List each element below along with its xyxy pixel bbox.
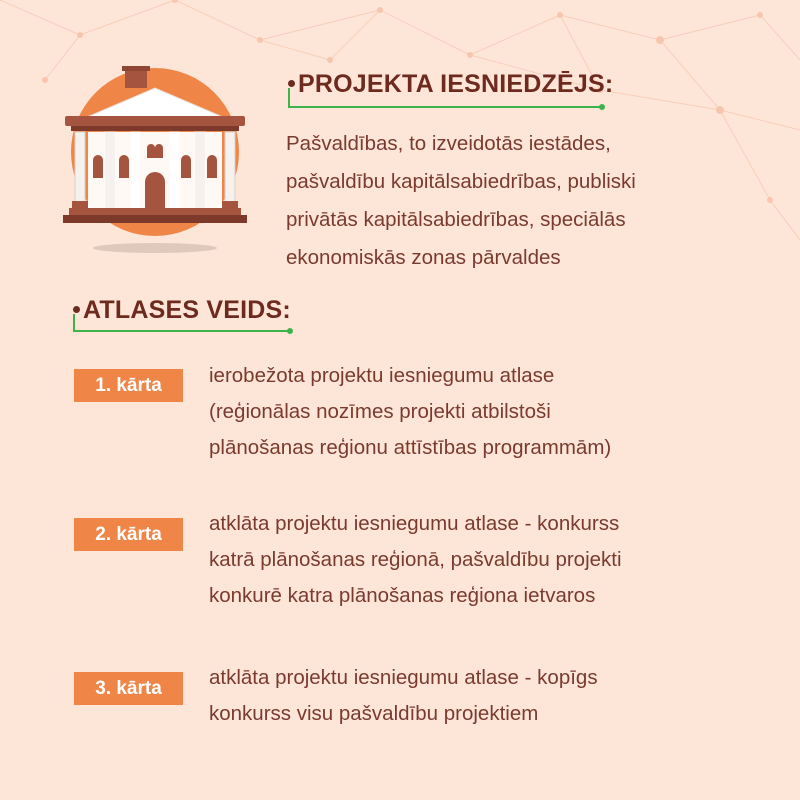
round-line: plānošanas reģionu attīstības programmām) <box>209 436 612 459</box>
submitter-heading-text: PROJEKTA IESNIEDZĒJS: <box>298 70 614 98</box>
round-1-badge: 1. kārta <box>74 369 183 402</box>
submitter-line: Pašvaldības, to izveidotās iestādes, <box>286 132 611 155</box>
submitter-line: ekonomiskās zonas pārvaldes <box>286 246 561 269</box>
bullet-dot <box>73 306 80 313</box>
submitter-heading <box>298 70 613 99</box>
round-2-description <box>209 506 622 614</box>
round-line: konkurē katra plānošanas reģiona ietvaros <box>209 584 596 607</box>
round-3-description <box>209 660 598 732</box>
government-building-icon <box>55 60 255 260</box>
submitter-description <box>286 125 636 277</box>
round-line: (reģionālas nozīmes projekti atbilstoši <box>209 400 551 423</box>
selection-heading <box>83 296 291 325</box>
round-line: konkurss visu pašvaldību projektiem <box>209 702 539 725</box>
selection-heading-text: ATLASES VEIDS: <box>83 296 291 324</box>
round-line: ierobežota projektu iesniegumu atlase <box>209 364 555 387</box>
bullet-dot <box>288 80 295 87</box>
round-line: katrā plānošanas reģionā, pašvaldību projekti <box>209 548 622 571</box>
submitter-line: pašvaldību kapitālsabiedrības, publiski <box>286 170 636 193</box>
round-line: atklāta projektu iesniegumu atlase - kopīgs <box>209 666 598 689</box>
round-3-badge: 3. kārta <box>74 672 183 705</box>
round-1-description <box>209 358 611 466</box>
submitter-line: privātās kapitālsabiedrības, speciālās <box>286 208 626 231</box>
round-2-badge: 2. kārta <box>74 518 183 551</box>
round-line: atklāta projektu iesniegumu atlase - konkurss <box>209 512 620 535</box>
